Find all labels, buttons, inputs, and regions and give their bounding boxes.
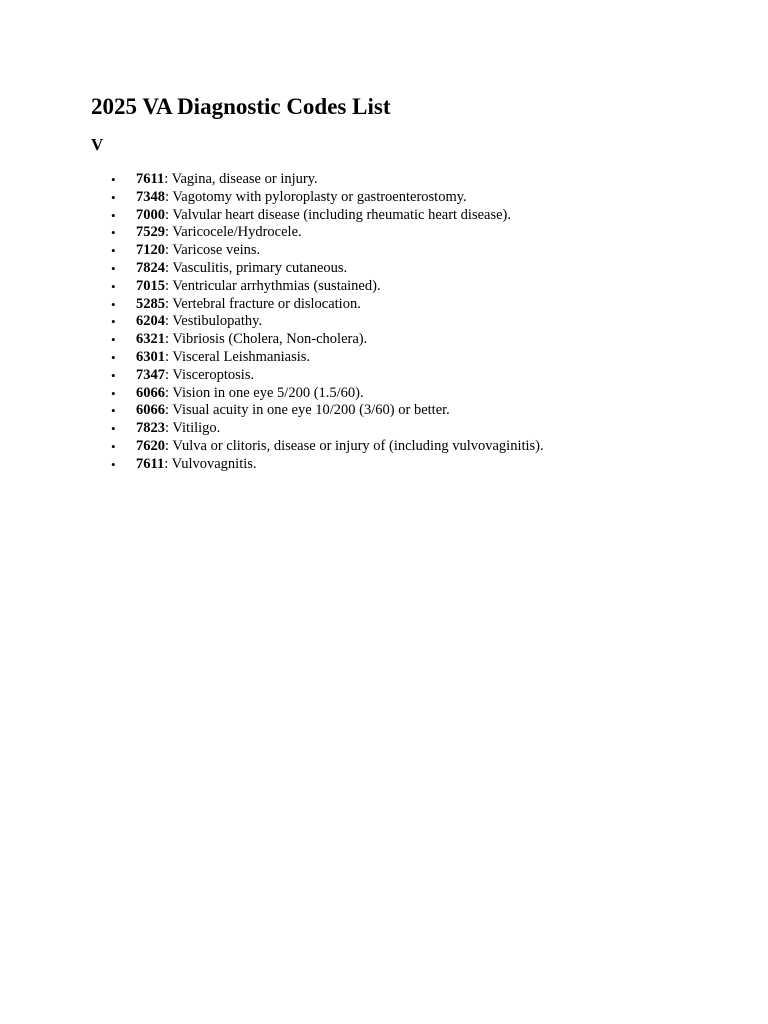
- bullet-icon: •: [111, 243, 116, 259]
- code-separator: :: [165, 313, 173, 330]
- diagnostic-code-list: [91, 171, 711, 474]
- condition-description: Varicocele/Hydrocele.: [172, 224, 302, 241]
- list-item: [91, 349, 711, 367]
- condition-description: Vestibulopathy.: [172, 313, 263, 330]
- condition-description: Visceral Leishmaniasis.: [172, 348, 311, 365]
- diagnostic-code: 7611: [136, 171, 165, 187]
- bullet-icon: •: [111, 403, 116, 419]
- list-item: [91, 278, 711, 296]
- code-separator: :: [165, 295, 173, 312]
- code-separator: :: [165, 224, 173, 241]
- document-page: [91, 92, 711, 474]
- bullet-icon: •: [111, 278, 116, 294]
- list-item: [91, 456, 711, 474]
- bullet-icon: •: [111, 438, 116, 454]
- condition-description: Vitiligo.: [172, 420, 221, 437]
- list-item: [91, 207, 711, 225]
- list-item: [91, 296, 711, 314]
- condition-description: Vulva or clitoris, disease or injury of (including vulvovaginitis).: [172, 437, 544, 454]
- bullet-icon: •: [111, 349, 116, 365]
- diagnostic-code: 6066: [136, 402, 165, 419]
- code-separator: :: [165, 437, 173, 454]
- condition-description: Vagina, disease or injury.: [171, 171, 318, 187]
- list-item: [91, 402, 711, 420]
- diagnostic-code: 7120: [136, 242, 165, 259]
- code-separator: :: [165, 348, 173, 365]
- condition-description: Visual acuity in one eye 10/200 (3/60) or better.: [172, 402, 450, 419]
- bullet-icon: •: [111, 189, 116, 205]
- condition-description: Vibriosis (Cholera, Non-cholera).: [172, 331, 368, 348]
- bullet-icon: •: [111, 225, 116, 241]
- list-item: [91, 171, 711, 189]
- diagnostic-code: 6204: [136, 313, 165, 330]
- diagnostic-code: 7347: [136, 366, 165, 383]
- code-separator: :: [164, 171, 172, 187]
- diagnostic-code: 7620: [136, 437, 165, 454]
- list-item: [91, 420, 711, 438]
- bullet-icon: •: [111, 332, 116, 348]
- bullet-icon: •: [111, 172, 116, 187]
- condition-description: Vasculitis, primary cutaneous.: [172, 259, 348, 276]
- bullet-icon: •: [111, 456, 116, 472]
- condition-description: Vertebral fracture or dislocation.: [172, 295, 361, 312]
- condition-description: Vision in one eye 5/200 (1.5/60).: [172, 384, 364, 401]
- diagnostic-code: 5285: [136, 295, 165, 312]
- diagnostic-code: 7529: [136, 224, 165, 241]
- bullet-icon: •: [111, 296, 116, 312]
- diagnostic-code: 6066: [136, 384, 165, 401]
- code-separator: :: [165, 331, 173, 348]
- diagnostic-code: 7015: [136, 277, 165, 294]
- diagnostic-code: 6301: [136, 348, 165, 365]
- diagnostic-code: 6321: [136, 331, 165, 348]
- code-separator: :: [165, 384, 173, 401]
- diagnostic-code: 7823: [136, 420, 165, 437]
- diagnostic-code: 7824: [136, 259, 165, 276]
- code-separator: :: [164, 455, 172, 472]
- code-separator: :: [165, 242, 173, 259]
- list-item: [91, 242, 711, 260]
- code-separator: :: [165, 259, 173, 276]
- bullet-icon: •: [111, 314, 116, 330]
- diagnostic-code: 7611: [136, 455, 165, 472]
- condition-description: Vagotomy with pyloroplasty or gastroenterostomy.: [172, 188, 467, 205]
- code-separator: :: [165, 206, 173, 223]
- condition-description: Vulvovagnitis.: [171, 455, 257, 472]
- condition-description: Varicose veins.: [172, 242, 261, 259]
- code-separator: :: [165, 402, 173, 419]
- bullet-icon: •: [111, 421, 116, 437]
- diagnostic-code: 7348: [136, 188, 165, 205]
- bullet-icon: •: [111, 207, 116, 223]
- code-separator: :: [165, 420, 173, 437]
- list-item: [91, 189, 711, 207]
- list-item: [91, 438, 711, 456]
- bullet-icon: •: [111, 367, 116, 383]
- condition-description: Ventricular arrhythmias (sustained).: [172, 277, 381, 294]
- list-item: [91, 367, 711, 385]
- code-separator: :: [165, 366, 173, 383]
- condition-description: Valvular heart disease (including rheumatic heart disease).: [172, 206, 512, 223]
- list-item: [91, 385, 711, 403]
- code-separator: :: [165, 188, 173, 205]
- section-heading: V: [91, 135, 104, 154]
- bullet-icon: •: [111, 260, 116, 276]
- condition-description: Visceroptosis.: [172, 366, 255, 383]
- bullet-icon: •: [111, 385, 116, 401]
- page-title: 2025 VA Diagnostic Codes List: [91, 94, 391, 119]
- list-item: [91, 331, 711, 349]
- list-item: [91, 260, 711, 278]
- list-item: [91, 224, 711, 242]
- code-separator: :: [165, 277, 173, 294]
- diagnostic-code: 7000: [136, 206, 165, 223]
- list-item: [91, 313, 711, 331]
